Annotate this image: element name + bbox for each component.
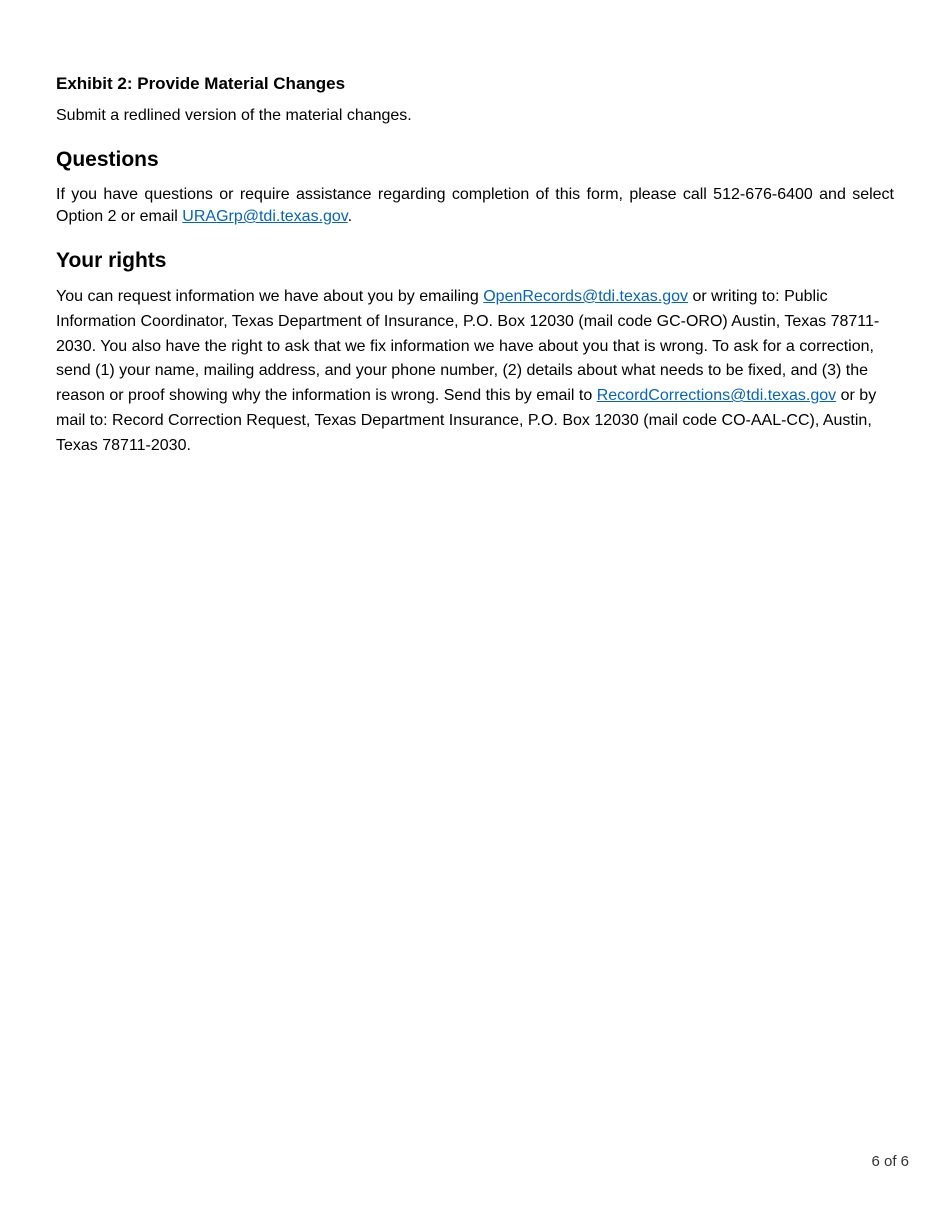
questions-text-before: If you have questions or require assistance regarding completion of this form, please call 512-676-6400 and select Option 2 or email: [56, 186, 894, 225]
rights-text-3: or by mail to: Record Correction Request, Texas Department Insurance, P.O. Box 12030 (mail code CO-AAL-CC), Austin, Texas 78711-2030.: [56, 387, 877, 454]
questions-heading: Questions: [56, 148, 159, 171]
rights-paragraph: [56, 285, 894, 459]
rights-heading: Your rights: [56, 249, 167, 272]
rights-text-1: You can request information we have about you by emailing: [56, 288, 484, 305]
document-page: [56, 72, 894, 459]
questions-paragraph: [56, 184, 894, 228]
uragrp-email-link[interactable]: URAGrp@tdi.texas.gov: [182, 208, 348, 225]
exhibit-text: Submit a redlined version of the material changes.: [56, 107, 412, 124]
questions-text-after: .: [347, 208, 353, 225]
recordcorrections-email-link[interactable]: RecordCorrections@tdi.texas.gov: [596, 387, 837, 405]
openrecords-email-link[interactable]: OpenRecords@tdi.texas.gov: [483, 288, 689, 305]
exhibit-heading: Exhibit 2: Provide Material Changes: [56, 74, 346, 93]
page-number: 6 of 6: [871, 1153, 909, 1170]
rights-text-2: or writing to: Public Information Coordinator, Texas Department of Insurance, P.O. Box 12030 (mail code GC-ORO) Austin, Texas 78711-2030. You also have the right to ask that we fix information we have about you that is wrong. To ask for a correction, send (1) your name, mailing address, and your phone number, (2) details about what needs to be fixed, and (3) the reason or proof showing why the information is wrong. Send this by email to: [56, 288, 880, 405]
